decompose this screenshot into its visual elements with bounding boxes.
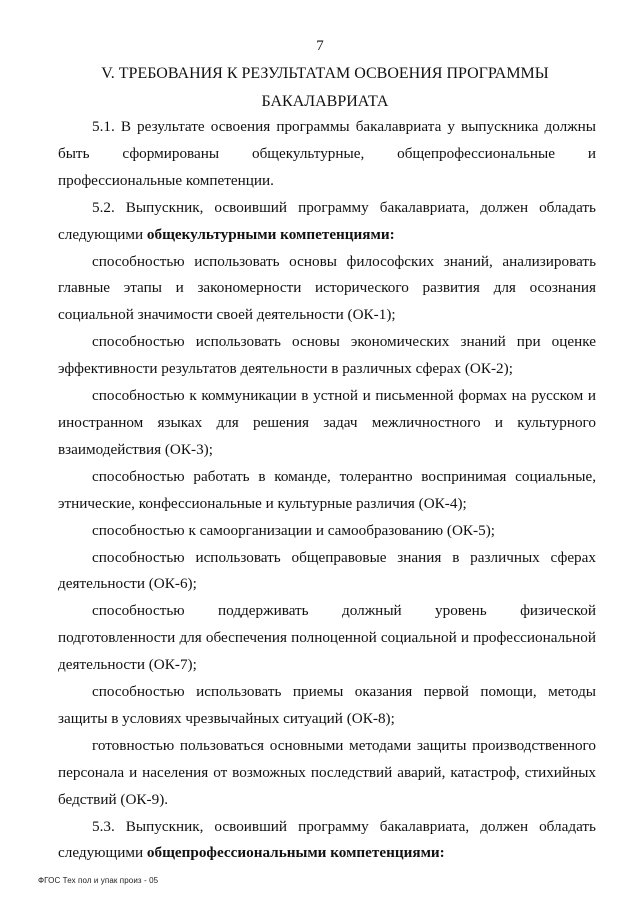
competence-ok-2: способностью использовать основы экономических знаний при оценке эффективности результатов деятельности в различных сферах (ОК-2);	[58, 333, 596, 378]
page-footer: ФГОС Тех пол и упак произ - 05	[38, 876, 159, 885]
paragraph-5-2	[58, 195, 596, 249]
paragraph-5-2-bold: общекультурными компетенциями:	[146, 225, 395, 243]
section-heading-line-2: БАКАЛАВРИАТА	[261, 93, 389, 110]
competence-ok-1: способностью использовать основы философских знаний, анализировать главные этапы и закономерности исторического развития для осознания социальной значимости своей деятельности (ОК-1);	[58, 252, 596, 324]
competence-ok-6: способностью использовать общеправовые знания в различных сферах деятельности (ОК-6);	[58, 548, 596, 593]
competence-ok-8: способностью использовать приемы оказания первой помощи, методы защиты в условиях чрезвычайных ситуаций (ОК-8);	[58, 683, 596, 727]
competence-ok-3: способностью к коммуникации в устной и письменной формах на русском и иностранном языках для решения задач межличностного и культурного взаимодействия (ОК-3);	[58, 387, 596, 458]
paragraph-5-2-lead: 5.2. Выпускник, освоивший программу бакалавриата, должен обладать следующими	[58, 198, 596, 243]
paragraph-5-1: 5.1. В результате освоения программы бакалавриата у выпускника должны быть сформированы общекультурные, общепрофессиональные и профессиональные компетенции.	[58, 118, 596, 189]
paragraph-5-3-bold: общепрофессиональными компетенциями:	[146, 844, 445, 862]
section-heading	[80, 60, 570, 116]
paragraph-5-3	[58, 814, 596, 868]
body-text	[58, 114, 596, 867]
competence-ok-9: готовностью пользоваться основными методами защиты производственного персонала и населения от возможных последствий аварий, катастроф, стихийных бедствий (ОК-9).	[58, 736, 596, 808]
section-heading-line-1: V. ТРЕБОВАНИЯ К РЕЗУЛЬТАТАМ ОСВОЕНИЯ ПРОГРАММЫ	[101, 65, 549, 82]
competence-ok-4: способностью работать в команде, толерантно воспринимая социальные, этнические, конфессиональные и культурные различия (ОК-4);	[58, 467, 596, 512]
competence-ok-5: способностью к самоорганизации и самообразованию (ОК-5);	[92, 521, 495, 539]
competence-ok-7: способностью поддерживать должный уровень физической подготовленности для обеспечения полноценной социальной и профессиональной деятельности (ОК-7);	[58, 602, 596, 674]
paragraph-5-3-lead: 5.3. Выпускник, освоивший программу бакалавриата, должен обладать следующими	[58, 817, 596, 862]
page-number: 7	[316, 38, 324, 54]
